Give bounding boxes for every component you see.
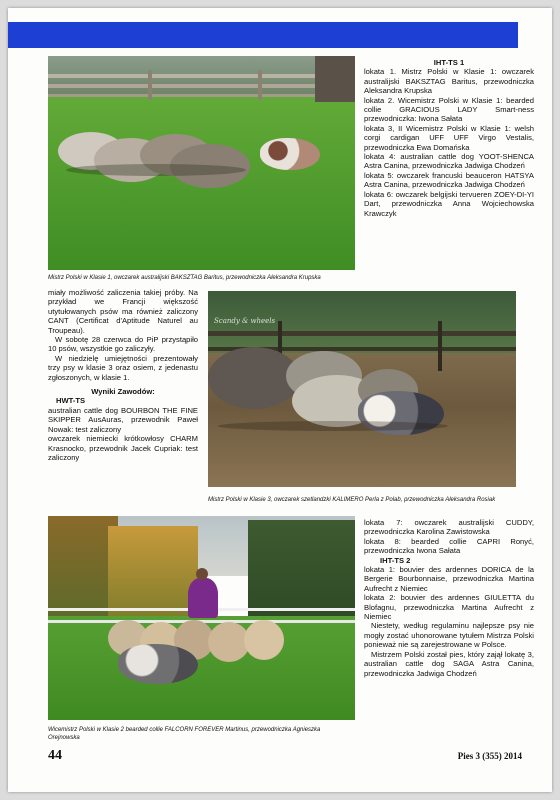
issue-label: Pies 3 (355) 2014 [457, 751, 522, 761]
results-heading: Wyniki Zawodów: [91, 387, 155, 397]
header-color-bar [8, 22, 518, 48]
result-entry: lokata 6: owczarek belgijski tervueren ZOEY-DI-YI Dart, przewodniczka Anna Wojciechowska Krawczyk [364, 189, 534, 218]
article-paragraph: Niestety, według regulaminu najlepsze psy nie mogły zostać uhonorowane tytułem Mistrza Polski ponieważ nie są zarejestrowane w Polsce. [364, 621, 534, 650]
photo-top-caption: Mistrz Polski w Klasie 1, owczarek australijski BAKSZTAG Baritus, przewodniczka Aleksandra Krupska [48, 275, 321, 281]
result-entry: lokata 1. Mistrz Polski w Klasie 1: owczarek australijski BAKSZTAG Baritus, przewodniczka Aleksandra Krupska [364, 67, 534, 96]
photo-middle-caption: Mistrz Polski w Klasie 3, owczarek szetlandzki KALIMERO Perla z Polab, przewodniczka Aleksandra Rosiak [208, 497, 496, 503]
article-paragraph: W sobotę 28 czerwca do PiP przystąpiło 10 psów, wszystkie go zaliczyły. [48, 335, 198, 354]
result-entry: lokata 2. Wicemistrz Polski w Klasie 1: bearded collie GRACIOUS LADY Smart-ness przewodniczka: Iwona Sałata [364, 95, 534, 124]
result-entry: australian cattle dog BOURBON THE FINE SKIPPER AusAuras, przewodnik Paweł Nowak: test zaliczony [48, 405, 198, 434]
article-column-left [48, 288, 198, 462]
results-column-top-right [364, 58, 534, 218]
photo-top-sheep-herding [48, 56, 355, 270]
section-heading-iht-ts-2: IHT-TS 2 [380, 555, 411, 565]
photo-bottom-bearded-collie [48, 516, 355, 720]
result-entry: lokata 8: bearded collie CAPRI Ronyć, przewodniczka Iwona Sałata [364, 536, 534, 556]
sheep [244, 620, 284, 660]
herding-dog [118, 644, 198, 684]
article-paragraph: miały możliwość zaliczenia takiej próby. Na przykład we Francji większość utytułowanych psów ma również zaliczony CANT (Certificat d'Aptitude Naturel au Troupeau). [48, 288, 198, 335]
result-entry: owczarek niemiecki krótkowłosy CHARM Krasnocko, przewodnik Jacek Cupriak: test zaliczony [48, 434, 198, 462]
result-entry: lokata 3, II Wicemistrz Polski w Klasie 1: welsh corgi cardigan UFF UFF Virgo Vestalis, przewodniczka Ewa Domańska [364, 123, 534, 152]
herding-dog [260, 138, 320, 170]
article-paragraph: Mistrzem Polski został pies, który zajął lokatę 3, australian cattle dog SAGA Astra Canina, przewodniczka Jadwiga Chodzeń [364, 649, 534, 678]
photo-bottom-caption: Wicemistrz Polski w Klasie 2 bearded collie FALCORN FOREVER Martinus, przewodniczka Agnieszka Orejnowska [48, 727, 321, 741]
results-column-bottom-right [364, 518, 534, 678]
article-paragraph: W niedzielę umiejętności prezentowały trzy psy w klasie 3 oraz osiem, z jedenastu zgłoszonych, w klasie 1. [48, 353, 198, 382]
result-entry: lokata 2: bouvier des ardennes GIULETTA du Blofagnu, przewodniczka Martina Aufrecht z Niemiec [364, 593, 534, 622]
result-entry: lokata 5: owczarek francuski beauceron HATSYA Astra Canina, przewodniczka Jadwiga Chodzeń [364, 170, 534, 190]
page-number: 44 [48, 748, 62, 763]
section-heading-hwt-ts: HWT-TS [56, 396, 86, 406]
section-heading-iht-ts-1: IHT-TS 1 [433, 58, 465, 67]
result-entry: lokata 7: owczarek australijski CUDDY, przewodniczka Karolina Zawistowska [364, 518, 534, 537]
photo-watermark: Scandy & wheels [214, 317, 276, 325]
magazine-page [8, 8, 552, 792]
result-entry: lokata 1: bouvier des ardennes DORICA de la Bergerie Bourbonnaise, przewodniczka Martina Aufrecht z Niemiec [364, 565, 534, 593]
photo-middle-sheltie-herding [208, 291, 516, 487]
result-entry: lokata 4: australian cattle dog YOOT-SHENCA Astra Canina, przewodniczka Jadwiga Chodzeń [364, 152, 534, 171]
